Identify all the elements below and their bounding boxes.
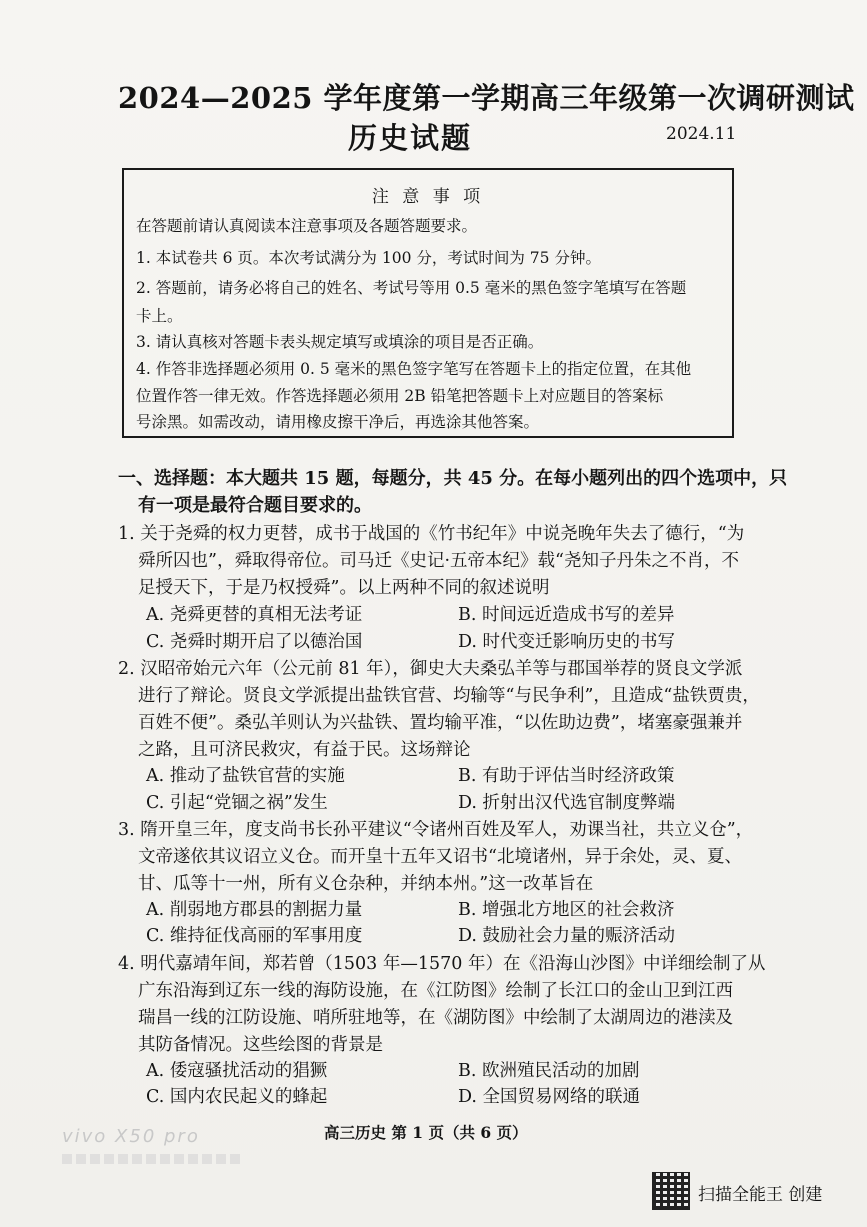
- question-3-line: 文帝遂依其议诏立义仓。而开皇十五年又诏书“北境诸州，异于余处，灵、夏、: [138, 847, 742, 867]
- notice-line: 4. 作答非选择题必须用 0. 5 毫米的黑色签字笔写在答题卡上的指定位置，在其他: [136, 360, 692, 378]
- question-2-option-c: C. 引起“党锢之祸”发生: [146, 793, 328, 813]
- question-3-option-b: B. 增强北方地区的社会救济: [458, 900, 675, 920]
- question-3-option-a: A. 削弱地方郡县的割据力量: [146, 900, 363, 920]
- question-2-option-a: A. 推动了盐铁官营的实施: [146, 766, 345, 786]
- question-4-option-c: C. 国内农民起义的蜂起: [146, 1087, 328, 1107]
- camera-watermark: vivo X50 pro: [62, 1126, 200, 1147]
- question-3-option-d: D. 鼓励社会力量的赈济活动: [458, 926, 676, 946]
- question-2-option-b: B. 有助于评估当时经济政策: [458, 766, 675, 786]
- notice-title: 注 意 事 项: [371, 187, 485, 207]
- question-1-option-b: B. 时间远近造成书写的差异: [458, 605, 675, 625]
- question-1-line: 足授天下，于是乃权授舜”。以上两种不同的叙述说明: [138, 578, 550, 598]
- question-1-option-c: C. 尧舜时期开启了以德治国: [146, 632, 363, 652]
- question-2-line: 百姓不便”。桑弘羊则认为兴盐铁、置均输平准，“以佐助边费”，堵塞豪强兼并: [138, 713, 743, 733]
- question-4-option-b: B. 欧洲殖民活动的加剧: [458, 1061, 640, 1081]
- section-heading-cont: 有一项是最符合题目要求的。: [138, 495, 372, 516]
- question-1-option-a: A. 尧舜更替的真相无法考证: [146, 605, 363, 625]
- notice-line: 1. 本试卷共 6 页。本次考试满分为 100 分，考试时间为 75 分钟。: [136, 249, 601, 267]
- question-4-line: 瑞昌一线的江防设施、哨所驻地等，在《湖防图》中绘制了太湖周边的港渎及: [138, 1008, 733, 1028]
- question-2-line: 进行了辩论。贤良文学派提出盐铁官营、均输等“与民争利”，且造成“盐铁贾贵，: [138, 686, 760, 706]
- notice-line: 号涂黑。如需改动，请用橡皮擦干净后，再选涂其他答案。: [136, 413, 540, 431]
- notice-line: 2. 答题前，请务必将自己的姓名、考试号等用 0.5 毫米的黑色签字笔填写在答题: [136, 279, 687, 297]
- question-2-option-d: D. 折射出汉代选官制度弊端: [458, 793, 676, 813]
- notice-box: [122, 168, 734, 438]
- question-3-line: 甘、瓜等十一州，所有义仓杂种，并纳本州。”这一改革旨在: [138, 874, 594, 894]
- section-heading: 一、选择题：本大题共 15 题，每题分，共 45 分。在每小题列出的四个选项中，只: [118, 468, 788, 489]
- question-1-line: 1. 关于尧舜的权力更替，成书于战国的《竹书纪年》中说尧晚年失去了德行，“为: [118, 524, 745, 544]
- exam-date: 2024.11: [666, 124, 737, 144]
- question-2-line: 2. 汉昭帝始元六年（公元前 81 年），御史大夫桑弘羊等与郡国举荐的贤良文学派: [118, 659, 743, 679]
- question-4-option-a: A. 倭寇骚扰活动的猖獗: [146, 1061, 328, 1081]
- question-4-line: 广东沿海到辽东一线的海防设施，在《江防图》绘制了长江口的金山卫到江西: [138, 981, 733, 1001]
- question-4-line: 4. 明代嘉靖年间，郑若曾（1503 年—1570 年）在《沿海山沙图》中详细绘制了从: [118, 954, 766, 974]
- notice-line: 3. 请认真核对答题卡表头规定填写或填涂的项目是否正确。: [136, 333, 544, 351]
- exam-subtitle: 历史试题: [348, 121, 473, 155]
- question-4-option-d: D. 全国贸易网络的联通: [458, 1087, 641, 1107]
- exam-title: 2024—2025 学年度第一学期高三年级第一次调研测试: [118, 81, 855, 115]
- question-4-line: 其防备情况。这些绘图的背景是: [138, 1035, 383, 1055]
- question-3-line: 3. 隋开皇三年，度支尚书长孙平建议“令诸州百姓及军人，劝课当社，共立义仓”，: [118, 820, 754, 840]
- notice-intro: 在答题前请认真阅读本注意事项及各题答题要求。: [136, 217, 478, 235]
- question-3-option-c: C. 维持征伐高丽的军事用度: [146, 926, 363, 946]
- page-footer: 高三历史 第 1 页（共 6 页）: [324, 1123, 528, 1142]
- question-1-option-d: D. 时代变迁影响历史的书写: [458, 632, 676, 652]
- notice-line: 位置作答一律无效。作答选择题必须用 2B 铅笔把答题卡上对应题目的答案标: [136, 387, 664, 405]
- notice-line: 卡上。: [136, 307, 183, 325]
- scanner-credit: 扫描全能王 创建: [698, 1185, 823, 1205]
- qr-code-icon: [652, 1172, 690, 1210]
- question-2-line: 之路，且可济民救灾，有益于民。这场辩论: [138, 740, 471, 760]
- camera-watermark-stripe: [62, 1154, 242, 1164]
- question-1-line: 舜所囚也”，舜取得帝位。司马迁《史记·五帝本纪》载“尧知子丹朱之不肖，不: [138, 551, 739, 571]
